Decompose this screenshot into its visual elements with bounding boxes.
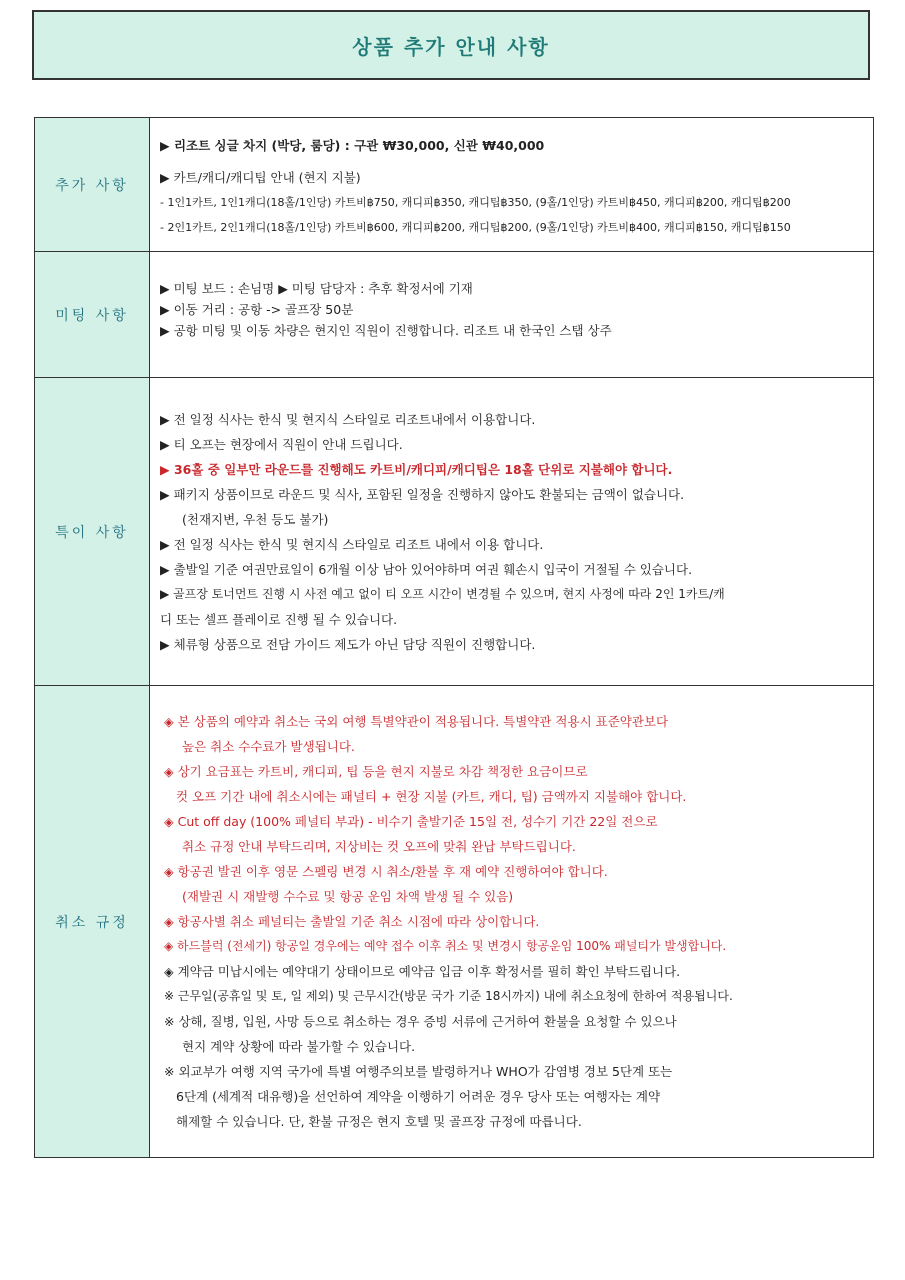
- special-line-10: ▶ 체류형 상품으로 전담 가이드 제도가 아닌 담당 직원이 진행합니다.: [160, 636, 536, 652]
- special-line-5: (천재지변, 우천 등도 불가): [182, 511, 329, 527]
- cancel-line-1: ◈ 본 상품의 예약과 취소는 국외 여행 특별약관이 적용됩니다. 특별약관 적용시 표준약관보다: [164, 714, 669, 729]
- special-line-7: ▶ 출발일 기준 여권만료일이 6개월 이상 남아 있어야하며 여권 훼손시 입국이 거절될 수 있습니다.: [160, 561, 693, 577]
- cancel-line-16: 6단계 (세계적 대유행)을 선언하여 계약을 이행하기 어려운 경우 당사 또는 여행자는 계약: [176, 1089, 661, 1104]
- info-table: [34, 117, 874, 1158]
- row-cancel: [35, 686, 874, 1158]
- cancel-line-17: 해제할 수 있습니다. 단, 환불 규정은 현지 호텔 및 골프장 규정에 따릅니다.: [176, 1114, 582, 1129]
- page-title: 상품 추가 안내 사항: [32, 10, 870, 80]
- cancel-line-8: (재발권 시 재발행 수수료 및 항공 운임 차액 발생 될 수 있음): [182, 889, 514, 904]
- extra-line-2: ▶ 카트/캐디/캐디팁 안내 (현지 지불): [160, 170, 361, 185]
- special-line-6: ▶ 전 일정 식사는 한식 및 현지식 스타일로 리조트 내에서 이용 합니다.: [160, 536, 544, 552]
- special-line-1: ▶ 전 일정 식사는 한식 및 현지식 스타일로 리조트내에서 이용합니다.: [160, 411, 536, 427]
- content-cancel: [150, 686, 874, 1158]
- cancel-line-9: ◈ 항공사별 취소 페널티는 출발일 기준 취소 시점에 따라 상이합니다.: [164, 914, 540, 929]
- cancel-line-10: ◈ 하드블럭 (전세기) 항공일 경우에는 예약 접수 이후 취소 및 변경시 항공운임 100% 패널티가 발생합니다.: [164, 939, 727, 953]
- special-line-4: ▶ 패키지 상품이므로 라운드 및 식사, 포함된 일정을 진행하지 않아도 환불되는 금액이 없습니다.: [160, 486, 685, 502]
- row-special: [35, 378, 874, 686]
- label-meeting: 미팅 사항: [35, 252, 150, 378]
- meeting-line-2: ▶ 이동 거리 : 공항 -> 골프장 50분: [160, 302, 354, 317]
- cancel-line-15: ※ 외교부가 여행 지역 국가에 특별 여행주의보를 발령하거나 WHO가 감염병 경보 5단계 또는: [164, 1064, 673, 1079]
- extra-line-4: - 2인1카트, 2인1캐디(18홀/1인당) 카트비฿600, 캐디피฿200, 캐디팁฿200, (9홀/1인당) 카트비฿400, 캐디피฿150, 캐디팁฿150: [160, 221, 791, 234]
- label-extra: 추가 사항: [35, 118, 150, 252]
- special-line-3: ▶ 36홀 중 일부만 라운드를 진행해도 카트비/캐디피/캐디팁은 18홀 단위로 지불해야 합니다.: [160, 461, 673, 477]
- meeting-line-3: ▶ 공항 미팅 및 이동 차량은 현지인 직원이 진행합니다. 리조트 내 한국인 스탭 상주: [160, 323, 612, 338]
- special-line-8: ▶ 골프장 토너먼트 진행 시 사전 예고 없이 티 오프 시간이 변경될 수 있으며, 현지 사정에 따라 2인 1카트/캐: [160, 586, 725, 601]
- extra-line-3: - 1인1카트, 1인1캐디(18홀/1인당) 카트비฿750, 캐디피฿350, 캐디팁฿350, (9홀/1인당) 카트비฿450, 캐디피฿200, 캐디팁฿200: [160, 196, 791, 209]
- cancel-line-5: ◈ Cut off day (100% 페널티 부과) - 비수기 출발기준 15일 전, 성수기 기간 22일 전으로: [164, 814, 658, 829]
- cancel-line-6: 취소 규정 안내 부탁드리며, 지상비는 컷 오프에 맞춰 완납 부탁드립니다.: [182, 839, 576, 854]
- label-cancel: 취소 규정: [35, 686, 150, 1158]
- row-meeting: [35, 252, 874, 378]
- extra-line-1: ▶ 리조트 싱글 차지 (박당, 룸당) : 구관 ₩30,000, 신관 ₩40,000: [160, 138, 545, 153]
- cancel-line-13: ※ 상해, 질병, 입원, 사망 등으로 취소하는 경우 증빙 서류에 근거하여 환불을 요청할 수 있으나: [164, 1014, 677, 1029]
- content-meeting: [150, 252, 874, 378]
- cancel-line-14: 현지 계약 상황에 따라 불가할 수 있습니다.: [182, 1039, 416, 1054]
- cancel-line-11: ◈ 계약금 미납시에는 예약대기 상태이므로 예약금 입금 이후 확정서를 필히 확인 부탁드립니다.: [164, 964, 681, 979]
- row-extra: [35, 118, 874, 252]
- cancel-line-2: 높은 취소 수수료가 발생됩니다.: [182, 739, 355, 754]
- special-line-9: 디 또는 셀프 플레이로 진행 될 수 있습니다.: [160, 611, 398, 627]
- label-special: 특이 사항: [35, 378, 150, 686]
- content-extra: [150, 118, 874, 252]
- cancel-line-3: ◈ 상기 요금표는 카트비, 캐디피, 팁 등을 현지 지불로 차감 책정한 요금이므로: [164, 764, 588, 779]
- special-line-2: ▶ 티 오프는 현장에서 직원이 안내 드립니다.: [160, 436, 403, 452]
- content-special: [150, 378, 874, 686]
- meeting-line-1: ▶ 미팅 보드 : 손님명 ▶ 미팅 담당자 : 추후 확정서에 기재: [160, 281, 473, 296]
- cancel-line-12: ※ 근무일(공휴일 및 토, 일 제외) 및 근무시간(방문 국가 기준 18시까지) 내에 취소요청에 한하여 적용됩니다.: [164, 989, 733, 1003]
- cancel-line-7: ◈ 항공권 발권 이후 영문 스펠링 변경 시 취소/환불 후 재 예약 진행하여야 합니다.: [164, 864, 608, 879]
- cancel-line-4: 컷 오프 기간 내에 취소시에는 패널티 + 현장 지불 (카트, 캐디, 팁) 금액까지 지불해야 합니다.: [176, 789, 687, 804]
